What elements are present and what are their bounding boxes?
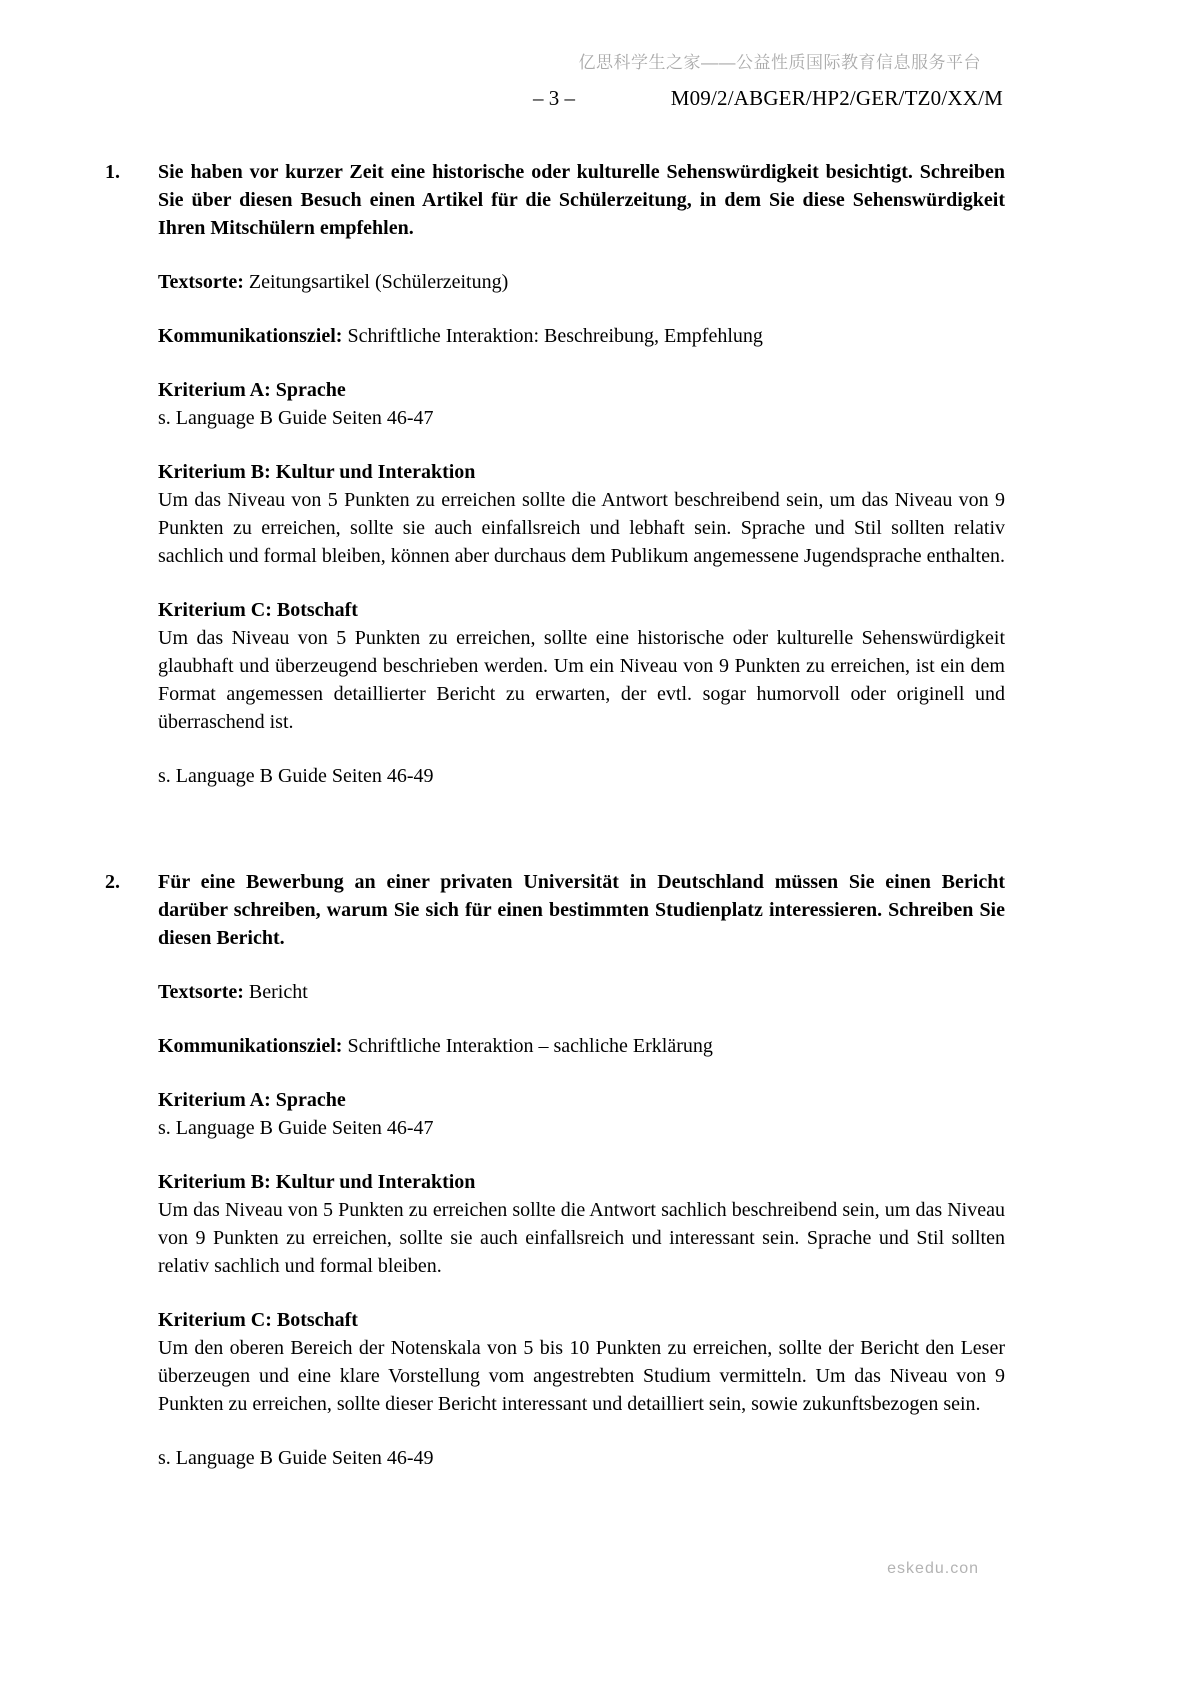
textsorte-label: Textsorte:: [158, 981, 244, 1003]
kriterium-a-heading: Kriterium A: Sprache: [158, 1089, 346, 1111]
task-2-kommunikationsziel: [158, 1032, 1005, 1060]
textsorte-value: Zeitungsartikel (Schülerzeitung): [248, 271, 509, 293]
task-2-textsorte: [158, 978, 1005, 1006]
kriterium-b-heading: Kriterium B: Kultur und Interaktion: [158, 1171, 476, 1193]
textsorte-value: Bericht: [248, 981, 308, 1003]
task-1-kommunikationsziel: [158, 322, 1005, 350]
task-2-kriterium-a: [158, 1086, 1005, 1142]
kommunikationsziel-value: Schriftliche Interaktion: Beschreibung, Empfehlung: [347, 325, 763, 347]
task-1-number: 1.: [105, 161, 120, 183]
kriterium-a-heading: Kriterium A: Sprache: [158, 379, 346, 401]
task-1-prompt-row: [105, 158, 1005, 242]
task-2-kriterium-c: [158, 1306, 1005, 1418]
kommunikationsziel-value: Schriftliche Interaktion – sachliche Erklärung: [347, 1035, 713, 1057]
task-1-textsorte: [158, 268, 1005, 296]
task-2: [105, 868, 1005, 1472]
paper-code: M09/2/ABGER/HP2/GER/TZ0/XX/M: [670, 86, 1003, 110]
task-2-prompt-row: [105, 868, 1005, 952]
guide-ref: s. Language B Guide Seiten 46-49: [158, 1447, 434, 1469]
kriterium-a-ref: s. Language B Guide Seiten 46-47: [158, 1117, 434, 1139]
task-1-kriterium-c: [158, 596, 1005, 736]
kommunikationsziel-label: Kommunikationsziel:: [158, 325, 343, 347]
kriterium-c-heading: Kriterium C: Botschaft: [158, 1309, 358, 1331]
page-number: – 3 –: [533, 86, 575, 110]
kriterium-b-heading: Kriterium B: Kultur und Interaktion: [158, 461, 476, 483]
bottom-watermark: eskedu.con: [887, 1560, 979, 1577]
top-watermark: 亿思科学生之家——公益性质国际教育信息服务平台: [578, 53, 981, 72]
kommunikationsziel-label: Kommunikationsziel:: [158, 1035, 343, 1057]
task-1-kriterium-a: [158, 376, 1005, 432]
task-2-guide-ref: [158, 1444, 1005, 1472]
document-content: [105, 158, 1005, 1472]
kriterium-c-text: Um den oberen Bereich der Notenskala von 5 bis 10 Punkten zu erreichen, sollte der Bericht den Leser überzeugen und eine klare Vorstellung vom angestrebten Studium vermitteln. Um das Niveau von 9 Punkten zu erreichen, sollte dieser Bericht interessant und detailliert sein, sowie zukunftsbezogen sein.: [158, 1337, 1005, 1415]
kriterium-b-text: Um das Niveau von 5 Punkten zu erreichen sollte die Antwort beschreibend sein, um das Niveau von 9 Punkten zu erreichen, sollte sie auch einfallsreich und lebhaft sein. Sprache und Stil sollten relativ sachlich und formal bleiben, können aber durchaus dem Publikum angemessene Jugendsprache enthalten.: [158, 489, 1005, 567]
kriterium-a-ref: s. Language B Guide Seiten 46-47: [158, 407, 434, 429]
task-2-number: 2.: [105, 871, 120, 893]
task-1: [105, 158, 1005, 790]
textsorte-label: Textsorte:: [158, 271, 244, 293]
task-1-kriterium-b: [158, 458, 1005, 570]
task-2-prompt: Für eine Bewerbung an einer privaten Universität in Deutschland müssen Sie einen Bericht darüber schreiben, warum Sie sich für einen bestimmten Studienplatz interessieren. Schreiben Sie diesen Bericht.: [158, 871, 1005, 949]
task-1-prompt: Sie haben vor kurzer Zeit eine historische oder kulturelle Sehenswürdigkeit besichtigt. Schreiben Sie über diesen Besuch einen Artikel für die Schülerzeitung, in dem Sie diese Sehenswürdigkeit Ihren Mitschülern empfehlen.: [158, 161, 1005, 239]
task-1-guide-ref: [158, 762, 1005, 790]
kriterium-b-text: Um das Niveau von 5 Punkten zu erreichen sollte die Antwort sachlich beschreibend sein, um das Niveau von 9 Punkten zu erreichen, sollte sie auch einfallsreich und interessant sein. Sprache und Stil sollten relativ sachlich und formal bleiben.: [158, 1199, 1005, 1277]
kriterium-c-text: Um das Niveau von 5 Punkten zu erreichen, sollte eine historische oder kulturelle Sehenswürdigkeit glaubhaft und überzeugend beschrieben werden. Um ein Niveau von 9 Punkten zu erreichen, ist ein dem Format angemessen detaillierter Bericht zu erwarten, der evtl. sogar humorvoll oder originell und überraschend ist.: [158, 627, 1005, 733]
kriterium-c-heading: Kriterium C: Botschaft: [158, 599, 358, 621]
task-2-kriterium-b: [158, 1168, 1005, 1280]
guide-ref: s. Language B Guide Seiten 46-49: [158, 765, 434, 787]
